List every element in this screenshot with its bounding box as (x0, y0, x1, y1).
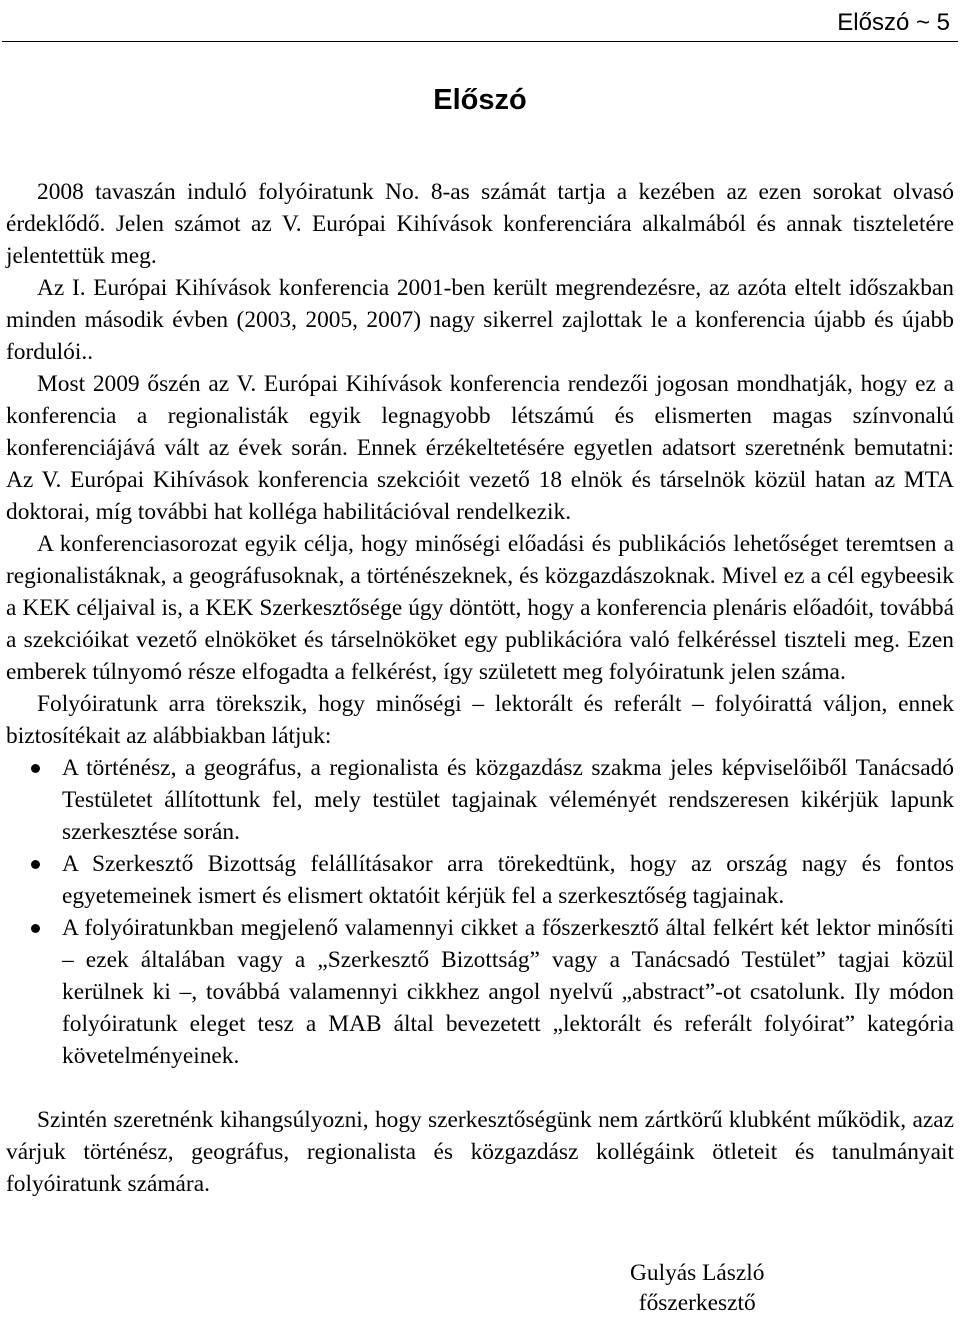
paragraph-aims: Folyóiratunk arra törekszik, hogy minőségi – lektorált és referált – folyóirattá váljon, ennek biztosítékait az alábbiakban látjuk: (6, 691, 954, 749)
header-rule (2, 41, 958, 42)
signature (630, 1258, 764, 1318)
bullet-icon (31, 924, 40, 933)
list-item-text: A Szerkesztő Bizottság felállításakor arra törekedtünk, hogy az ország nagy és fontos egyetemeinek ismert és elismert oktatóit kérjük fel a szerkesztőség tagjainak. (62, 851, 954, 909)
running-header: Előszó ~ 5 (837, 9, 950, 36)
paragraph-intro: 2008 tavaszán induló folyóiratunk No. 8-as számát tartja a kezében az ezen sorokat olvasó érdeklődő. Jelen számot az V. Európai Kihívások konferenciára alkalmából és annak tiszteletére jelentettük meg. (6, 179, 954, 269)
paragraph-current: Most 2009 őszén az V. Európai Kihívások konferencia rendezői jogosan mondhatják, hogy ez a konferencia a regionalisták egyik legnagyobb létszámú és elismerten magas színvonalú konferenciájává vált az évek során. Ennek érzékeltetésére egyetlen adatsort szeretnénk bemutatni: Az V. Európai Kihívások konferencia szekcióit vezető 18 elnök és társelnök közül hatan az MTA doktorai, míg további hat kolléga habilitációval rendelkezik. (6, 371, 954, 525)
list-item-text: A történész, a geográfus, a regionalista és közgazdász szakma jeles képviselőiből Tanácsadó Testületet állítottunk fel, mely testület tagjainak véleményét rendszeresen kikérjük lapunk szerkesztése során. (62, 755, 954, 845)
bullet-icon (31, 764, 40, 773)
list-item-text: A folyóiratunkban megjelenő valamennyi cikket a főszerkesztő által felkért két lektor minősíti – ezek általában vagy a „Szerkesztő Bizottság” vagy a Tanácsadó Testület” tagjai közül kerülnek ki –, továbbá valamennyi cikkhez angol nyelvű „abstract”-ot csatolunk. Ily módon folyóiratunk eleget tesz a MAB által bevezetett „lektorált és referált folyóirat” kategória követelményeinek. (62, 915, 954, 1069)
list-item (6, 752, 954, 848)
list-item (6, 848, 954, 912)
page-title: Előszó (433, 84, 527, 116)
guarantee-list (6, 752, 954, 1072)
signature-role: főszerkesztő (638, 1290, 756, 1316)
list-item (6, 912, 954, 1072)
paragraph-goals: A konferenciasorozat egyik célja, hogy minőségi előadási és publikációs lehetőséget teremtsen a regionalistáknak, a geográfusoknak, a történészeknek, és közgazdászoknak. Mivel ez a cél egybeesik a KEK céljaival is, a KEK Szerkesztősége úgy döntött, hogy a konferencia plenáris előadóit, továbbá a szekcióikat vezető elnököket és társelnököket egy publikációra való felkéréssel tiszteli meg. Ezen emberek túlnyomó része elfogadta a felkérést, így született meg folyóiratunk jelen száma. (6, 531, 954, 685)
signature-name: Gulyás László (630, 1260, 765, 1286)
bullet-icon (31, 860, 40, 869)
paragraph-history: Az I. Európai Kihívások konferencia 2001-ben került megrendezésre, az azóta eltelt időszakban minden második évben (2003, 2005, 2007) nagy sikerrel zajlottak le a konferencia újabb és újabb fordulói.. (6, 275, 954, 365)
paragraph-closing: Szintén szeretnénk kihangsúlyozni, hogy szerkesztőségünk nem zártkörű klubként működik, azaz várjuk történész, geográfus, regionalista és közgazdász kollégáink ötleteit és tanulmányait folyóiratunk számára. (6, 1107, 954, 1197)
document-body (6, 176, 954, 1200)
